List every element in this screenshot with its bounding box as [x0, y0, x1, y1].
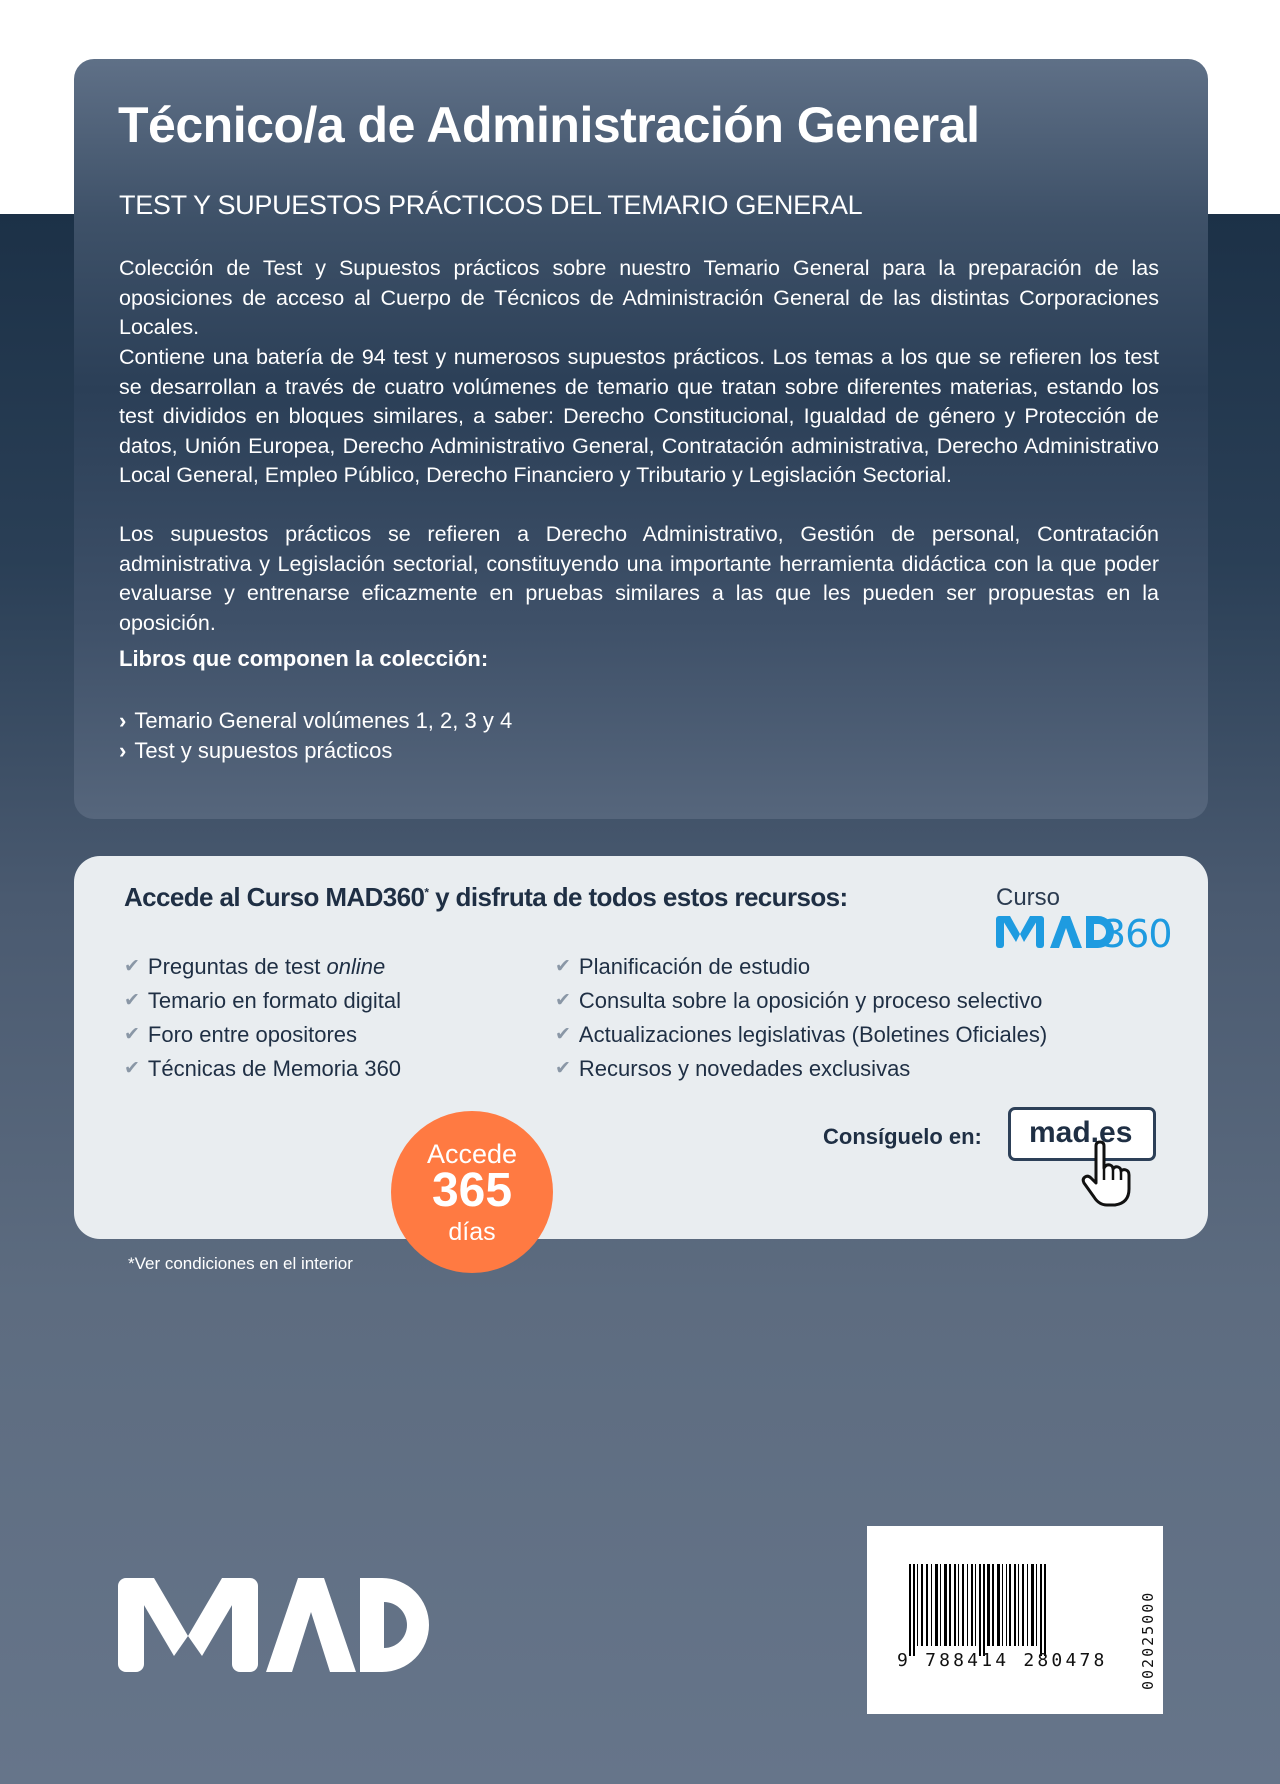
- website-label: mad.es: [1029, 1116, 1133, 1149]
- barcode-bar: [1002, 1564, 1003, 1646]
- barcode-bar: [983, 1564, 985, 1656]
- feature-label: Foro entre opositores: [147, 1022, 358, 1047]
- check-icon: ✔: [124, 990, 140, 1011]
- barcode-bar: [954, 1564, 956, 1646]
- promo-heading: Accede al Curso MAD360* y disfruta de todos estos recursos:: [124, 882, 848, 912]
- list-item: [555, 1052, 1047, 1086]
- barcode-bar: [1022, 1564, 1024, 1646]
- barcode-bars: [907, 1564, 1117, 1656]
- collection-item-label: Temario General volúmenes 1, 2, 3 y 4: [134, 708, 513, 733]
- book-title: Técnico/a de Administración General: [118, 97, 980, 153]
- badge-bottom-text: días: [448, 1218, 496, 1246]
- isbn-barcode: [867, 1526, 1163, 1714]
- barcode-bar: [958, 1564, 959, 1646]
- barcode-bar: [1036, 1564, 1037, 1646]
- collection-list: [119, 706, 512, 766]
- barcode-bar: [1014, 1564, 1016, 1646]
- curso-label: Curso: [996, 884, 1061, 911]
- barcode-bar: [913, 1564, 915, 1656]
- feature-label: Técnicas de Memoria 360: [147, 1056, 402, 1081]
- description-paragraph-3: Los supuestos prácticos se refieren a Derecho Administrativo, Gestión de personal, Contratación administrativa y Legislación sectorial, constituyendo una importante herramienta didáctica con la que poder evaluarse y entrenarse eficazmente en pruebas similares a las que les pueden ser propuestas en la oposición.: [119, 522, 1159, 635]
- barcode-bar: [949, 1564, 951, 1646]
- list-item: [555, 1018, 1047, 1052]
- barcode-bar: [992, 1564, 994, 1646]
- description-paragraph-1: Colección de Test y Supuestos prácticos sobre nuestro Temario General para la preparación de las oposiciones de acceso al Cuerpo de Técnicos de Administración General de las distintas Corporaciones Locales.: [119, 256, 1159, 339]
- barcode-bar: [987, 1564, 990, 1646]
- badge-top-text: Accede: [426, 1139, 518, 1169]
- barcode-bar: [1006, 1564, 1007, 1646]
- check-icon: ✔: [124, 1058, 140, 1079]
- check-icon: ✔: [555, 956, 571, 977]
- check-icon: ✔: [124, 956, 140, 977]
- feature-label: Consulta sobre la oposición y proceso selectivo: [578, 988, 1043, 1013]
- cta-label: Consíguelo en:: [823, 1124, 982, 1149]
- barcode-number: 9 788414 280478: [897, 1650, 1108, 1671]
- chevron-right-icon: ›: [119, 708, 127, 733]
- barcode-bar: [971, 1564, 973, 1646]
- access-365-badge: [391, 1111, 553, 1273]
- book-subtitle: TEST Y SUPUESTOS PRÁCTICOS DEL TEMARIO GENERAL: [119, 190, 863, 220]
- badge-number: 365: [431, 1164, 513, 1217]
- list-item: [124, 950, 401, 984]
- chevron-right-icon: ›: [119, 738, 127, 763]
- description-paragraph-2: Contiene una batería de 94 test y numerosos supuestos prácticos. Los temas a los que se refieren los test se desarrollan a través de cuatro volúmenes de temario que tratan sobre diferentes materias, estando los test divididos en bloques similares, a saber: Derecho Constitucional, Igualdad de género y Protección de datos, Unión Europea, Derecho Administrativo General, Contratación administrativa, Derecho Administrativo Local General, Empleo Público, Derecho Financiero y Tributario y Legislación Sectorial.: [119, 345, 1159, 487]
- feature-list-left: [124, 950, 401, 1086]
- list-item: [124, 984, 401, 1018]
- feature-label: Actualizaciones legislativas (Boletines Oficiales): [578, 1022, 1048, 1047]
- list-item: [119, 706, 512, 736]
- check-icon: ✔: [555, 1058, 571, 1079]
- list-item: [555, 984, 1047, 1018]
- barcode-bar: [975, 1564, 976, 1646]
- feature-label: Recursos y novedades exclusivas: [578, 1056, 911, 1081]
- check-icon: ✔: [555, 1024, 571, 1045]
- barcode-bar: [979, 1564, 981, 1656]
- mad360-logo-text: MAD360: [996, 914, 1000, 915]
- list-item: [119, 736, 512, 766]
- list-item: [555, 950, 1047, 984]
- barcode-bar: [1031, 1564, 1034, 1646]
- list-item: [124, 1052, 401, 1086]
- barcode-bar: [931, 1564, 932, 1646]
- collection-heading: Libros que componen la colección:: [119, 646, 489, 671]
- barcode-bar: [1027, 1564, 1028, 1646]
- barcode-bar: [921, 1564, 923, 1646]
- feature-label: Preguntas de test online: [147, 954, 386, 979]
- barcode-bar: [926, 1564, 928, 1646]
- check-icon: ✔: [555, 990, 571, 1011]
- barcode-bar: [997, 1564, 1000, 1646]
- barcode-bar: [940, 1564, 941, 1646]
- feature-list-right: [555, 950, 1047, 1086]
- footnote: *Ver condiciones en el interior: [128, 1254, 353, 1273]
- barcode-bar: [909, 1564, 911, 1656]
- mad-publisher-logo: [118, 1574, 430, 1676]
- barcode-bar: [1009, 1564, 1011, 1646]
- collection-item-label: Test y supuestos prácticos: [134, 738, 393, 763]
- feature-label: Temario en formato digital: [147, 988, 402, 1013]
- check-icon: ✔: [124, 1024, 140, 1045]
- svg-text:360: 360: [1102, 912, 1172, 956]
- feature-label: Planificación de estudio: [578, 954, 811, 979]
- barcode-bar: [944, 1564, 947, 1646]
- barcode-bar: [967, 1564, 968, 1646]
- barcode-side-code: 002025000: [1139, 1590, 1157, 1690]
- list-item: [124, 1018, 401, 1052]
- barcode-bar: [1044, 1564, 1046, 1656]
- barcode-bar: [1040, 1564, 1042, 1656]
- pointer-hand-icon: [1082, 1142, 1132, 1204]
- barcode-bar: [935, 1564, 938, 1646]
- barcode-bar: [962, 1564, 964, 1646]
- mad-logo-text: MAD: [118, 1574, 121, 1575]
- mad360-logo: [996, 912, 1172, 956]
- barcode-bar: [917, 1564, 918, 1646]
- barcode-bar: [1018, 1564, 1019, 1646]
